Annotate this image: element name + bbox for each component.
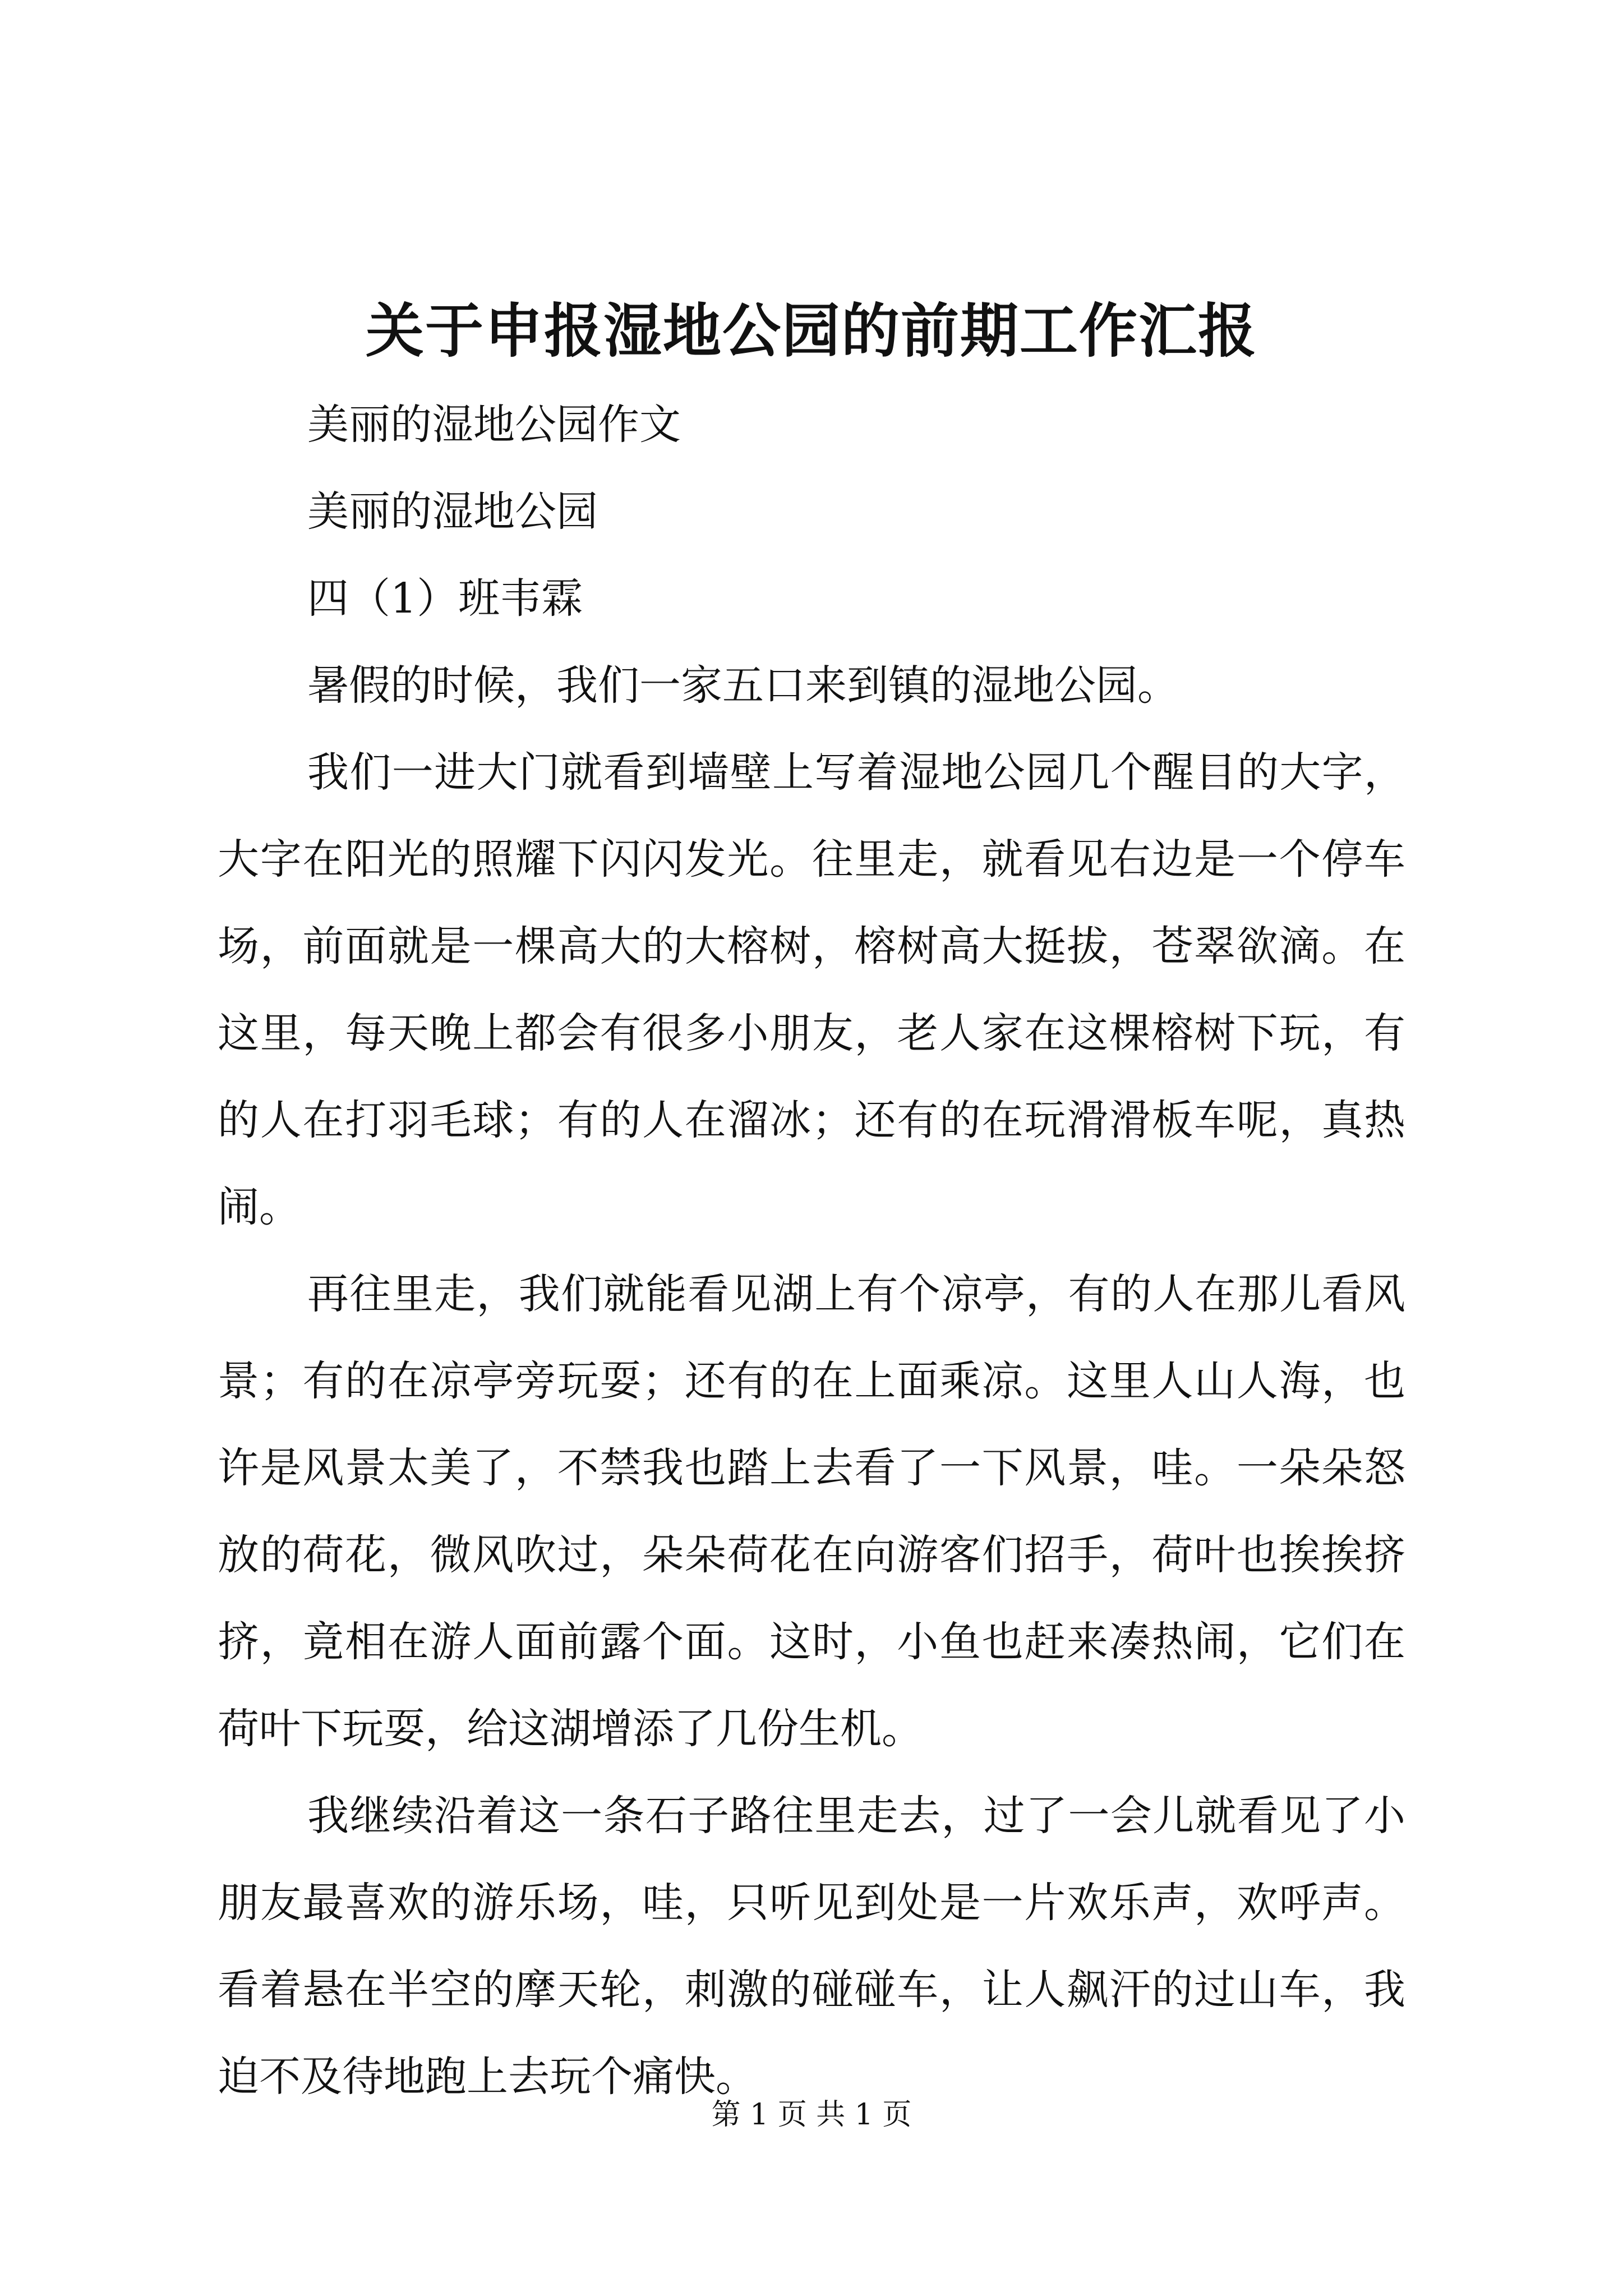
document-body — [218, 381, 1405, 2120]
paragraph-intro: 暑假的时候，我们一家五口来到镇的湿地公园。 — [307, 661, 1179, 710]
document-title: 关于申报湿地公园的前期工作汇报 — [365, 296, 1257, 365]
paragraph-entrance: 我们一进大门就看到墙壁上写着湿地公园几个醒目的大字，大字在阳光的照耀下闪闪发光。往里走，就看见右边是一个停车场，前面就是一棵高大的大榕树，榕树高大挺拔，苍翠欲滴。在这里，每天晚上都会有很多小朋友，老人家在这棵榕树下玩，有的人在打羽毛球；有的人在溜冰；还有的在玩滑滑板车呢，真热闹。 — [218, 748, 1405, 1231]
page-number-footer: 第 1 页 共 1 页 — [711, 2098, 912, 2132]
paragraph-essay-heading: 美丽的湿地公园作文 — [307, 401, 681, 449]
paragraph-essay-title: 美丽的湿地公园 — [307, 487, 598, 536]
paragraph-author: 四（1）班韦霖 — [307, 574, 583, 623]
paragraph-lake: 再往里走，我们就能看见湖上有个凉亭，有的人在那儿看风景；有的在凉亭旁玩耍；还有的在上面乘凉。这里人山人海，也许是风景太美了，不禁我也踏上去看了一下风景，哇。一朵朵怒放的荷花，微风吹过，朵朵荷花在向游客们招手，荷叶也挨挨挤挤，竟相在游人面前露个面。这时，小鱼也赶来凑热闹，它们在荷叶下玩耍，给这湖增添了几份生机。 — [218, 1270, 1405, 1753]
paragraph-playground: 我继续沿着这一条石子路往里走去，过了一会儿就看见了小朋友最喜欢的游乐场，哇，只听见到处是一片欢乐声，欢呼声。看着悬在半空的摩天轮，刺激的碰碰车，让人飙汗的过山车，我迫不及待地跑上去玩个痛快。 — [218, 1792, 1405, 2101]
